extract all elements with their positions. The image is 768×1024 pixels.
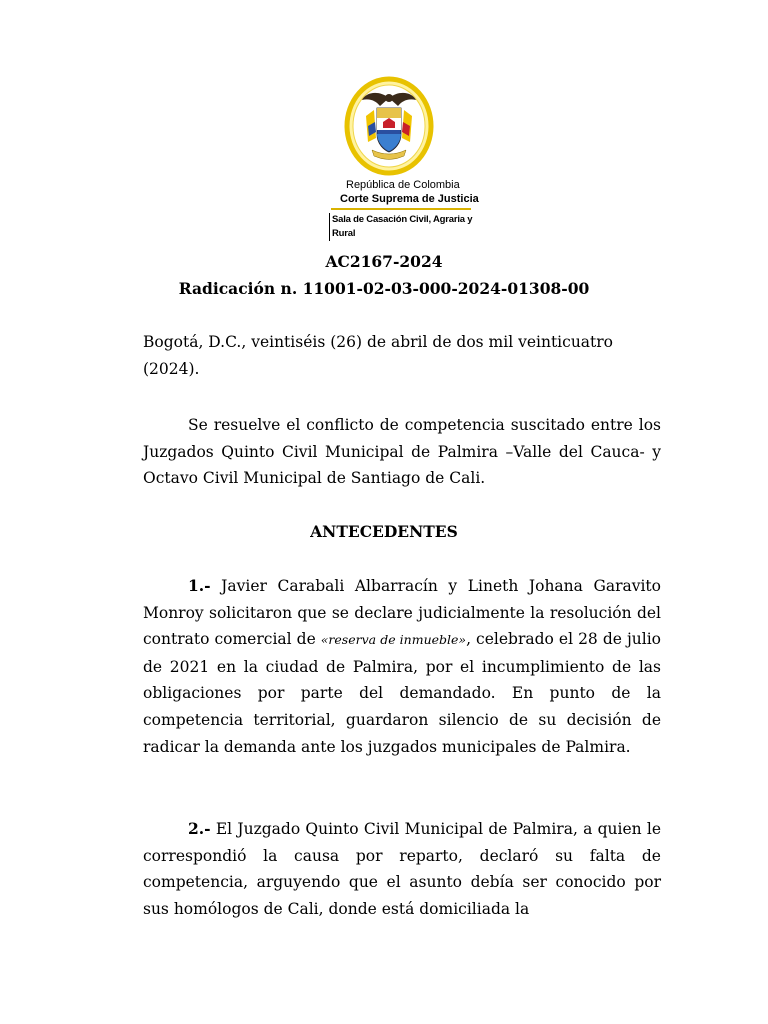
date-line-1: Bogotá, D.C., veintiséis (26) de abril de dos mil veinticuatro — [143, 333, 614, 351]
colombia-coat-of-arms-seal — [344, 76, 434, 176]
republic-name: República de Colombia — [346, 179, 460, 191]
gold-divider — [331, 208, 471, 210]
paragraph-1-number: 1.- — [188, 576, 211, 595]
radication-number: Radicación n. 11001-02-03-000-2024-01308-00 — [178, 279, 590, 298]
paragraph-1 — [143, 573, 661, 760]
paragraph-1-text-a: Javier Carabali Albarracín y Lineth Johana Garavito Monroy solicitaron que se declare judicialmente la resolución del contrato comercial de — [143, 577, 661, 649]
paragraph-2 — [143, 816, 661, 922]
intro-paragraph: Se resuelve el conflicto de competencia suscitado entre los Juzgados Quinto Civil Municipal de Palmira –Valle del Cauca- y Octavo Civil Municipal de Santiago de Cali. — [143, 416, 661, 488]
institution-block — [329, 178, 489, 241]
paragraph-2-text: El Juzgado Quinto Civil Municipal de Palmira, a quien le correspondió la causa por reparto, declaró su falta de competencia, arguyendo que el asunto debía ser conocido por sus homólogos de Cali, donde está domiciliada la — [143, 820, 661, 918]
section-title: ANTECEDENTES — [310, 522, 458, 541]
paragraph-1-quote: «reserva de inmueble» — [320, 632, 467, 648]
date-paragraph — [143, 329, 661, 382]
chamber-name: Sala de Casación Civil, Agraria y Rural — [329, 213, 489, 241]
auto-number: AC2167-2024 — [325, 252, 443, 271]
paragraph-1-text-b: , celebrado el 28 de julio de 2021 en la ciudad de Palmira, por el incumplimiento de las obligaciones por parte del demandado. En punto de la competencia territorial, guardaron silencio de su decisión de radicar la demanda ante los juzgados municipales de Palmira. — [143, 630, 661, 756]
court-name: Corte Suprema de Justicia — [340, 193, 479, 205]
date-line-2: (2024). — [143, 359, 200, 378]
paragraph-2-number: 2.- — [188, 819, 211, 838]
